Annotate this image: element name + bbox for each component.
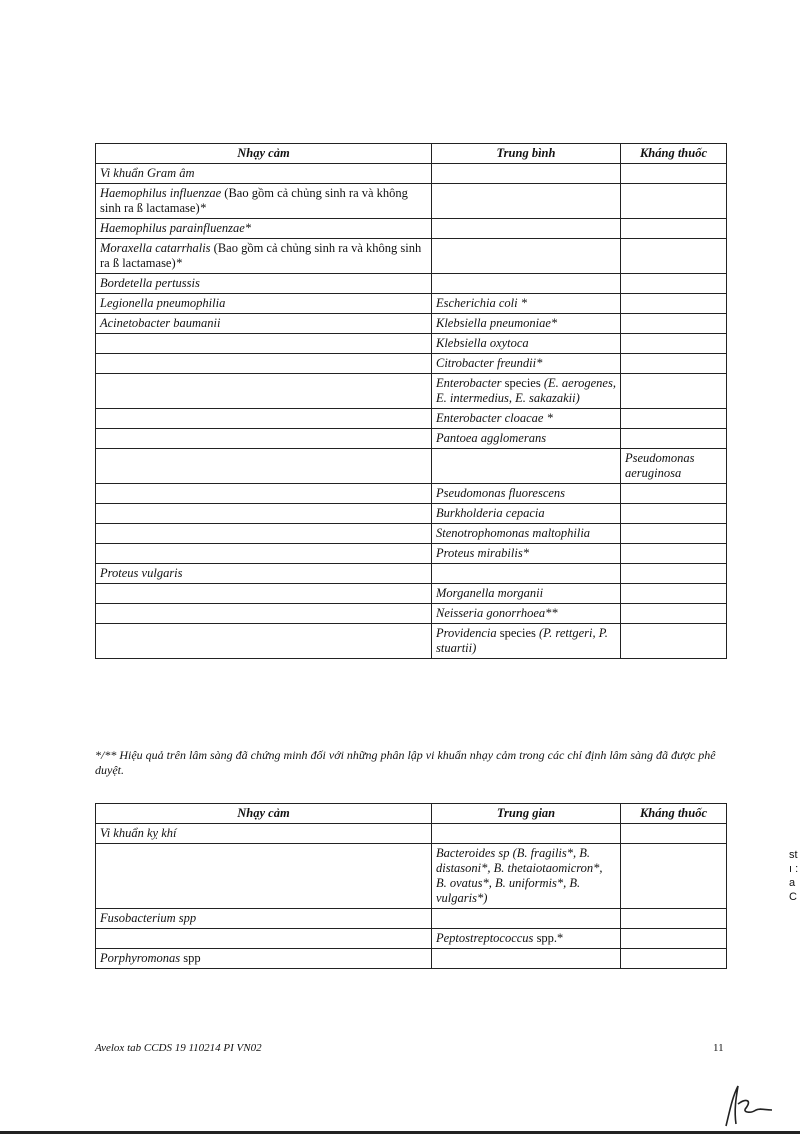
table-cell [621, 184, 727, 219]
organism-text: Escherichia coli * [436, 296, 527, 310]
organism-text: Pantoea agglomerans [436, 431, 547, 445]
table-cell [96, 184, 432, 219]
table-cell [621, 484, 727, 504]
organism-text: Bordetella pertussis [100, 276, 200, 290]
table-cell [621, 409, 727, 429]
table-cell [432, 274, 621, 294]
table-row [96, 274, 727, 294]
organism-text: Peptostreptococcus [436, 931, 534, 945]
header-susceptible: Nhạy cảm [96, 804, 432, 824]
table-cell [96, 909, 432, 929]
susceptibility-table-gram-negative [95, 143, 727, 659]
table-cell [96, 374, 432, 409]
organism-text: * [175, 256, 182, 270]
table-cell [432, 929, 621, 949]
table-row [96, 429, 727, 449]
table-cell [432, 909, 621, 929]
organism-text: Morganella morganii [436, 586, 544, 600]
table-cell [432, 484, 621, 504]
table-cell [432, 949, 621, 969]
table-cell [621, 274, 727, 294]
organism-text: * [199, 201, 206, 215]
table-row [96, 544, 727, 564]
organism-text: spp.* [533, 931, 564, 945]
table-cell [621, 564, 727, 584]
table-cell [621, 504, 727, 524]
table-row [96, 949, 727, 969]
table-cell [432, 334, 621, 354]
section-row [96, 164, 727, 184]
header-susceptible: Nhạy cảm [96, 144, 432, 164]
table-cell [96, 239, 432, 274]
table-cell [96, 544, 432, 564]
table-cell [432, 184, 621, 219]
table-cell [621, 429, 727, 449]
organism-text: Moraxella catarrhalis [100, 241, 211, 255]
organism-text: Fusobacterium spp [100, 911, 197, 925]
table-cell [96, 274, 432, 294]
table-row [96, 504, 727, 524]
table-cell [621, 624, 727, 659]
organism-text: Providencia [436, 626, 497, 640]
margin-fragment: C [789, 891, 797, 903]
table-cell [96, 624, 432, 659]
table-row [96, 374, 727, 409]
table-cell [432, 374, 621, 409]
table-row [96, 584, 727, 604]
organism-text: Enterobacter cloacae * [436, 411, 553, 425]
organism-text: Burkholderia cepacia [436, 506, 545, 520]
table-cell [621, 374, 727, 409]
table-cell [621, 584, 727, 604]
margin-fragment: ı : [789, 863, 799, 875]
table-row [96, 449, 727, 484]
organism-text: Pseudomonas fluorescens [436, 486, 566, 500]
table-cell [432, 314, 621, 334]
organism-text: Neisseria gonorrhoea** [436, 606, 558, 620]
organism-text: Enterobacter [436, 376, 502, 390]
table-cell [621, 949, 727, 969]
table-cell [621, 449, 727, 484]
table-cell [432, 524, 621, 544]
table-cell [621, 294, 727, 314]
table-cell [96, 484, 432, 504]
bottom-border [0, 1131, 800, 1134]
organism-text: (P. rettgeri, P. stuartii) [436, 626, 608, 655]
table-cell [96, 504, 432, 524]
table-cell [621, 164, 727, 184]
table-row [96, 604, 727, 624]
table-row [96, 334, 727, 354]
section-title: Vi khuẩn kỵ khí [96, 824, 432, 844]
header-intermediate: Trung bình [432, 144, 621, 164]
table-cell [96, 314, 432, 334]
organism-text: Citrobacter freundii* [436, 356, 543, 370]
table-cell [96, 929, 432, 949]
susceptibility-table-anaerobes [95, 803, 727, 969]
table-cell [96, 219, 432, 239]
table-cell [96, 604, 432, 624]
table-cell [432, 824, 621, 844]
header-intermediate: Trung gian [432, 804, 621, 824]
table-cell [96, 949, 432, 969]
table-cell [621, 929, 727, 949]
header-row [96, 804, 727, 824]
table-cell [432, 409, 621, 429]
organism-text: Pseudomonas aeruginosa [625, 451, 695, 480]
table-cell [621, 524, 727, 544]
table-cell [621, 844, 727, 909]
table-cell [96, 844, 432, 909]
table-cell [432, 239, 621, 274]
document-reference: Avelox tab CCDS 19 110214 PI VN02 [95, 1042, 262, 1054]
organism-text: species [496, 626, 536, 640]
table-row [96, 909, 727, 929]
table-cell [96, 354, 432, 374]
section-row [96, 824, 727, 844]
organism-text: species [501, 376, 541, 390]
table-row [96, 314, 727, 334]
organism-text: spp [180, 951, 201, 965]
organism-text: Haemophilus parainfluenzae* [100, 221, 252, 235]
margin-fragment: st [789, 849, 798, 861]
table-row [96, 844, 727, 909]
organism-text: Legionella pneumophilia [100, 296, 226, 310]
table-cell [621, 909, 727, 929]
table-row [96, 929, 727, 949]
table-cell [432, 504, 621, 524]
table-row [96, 409, 727, 429]
table-row [96, 564, 727, 584]
table-cell [96, 429, 432, 449]
table-cell [621, 544, 727, 564]
table-cell [432, 354, 621, 374]
table-row [96, 624, 727, 659]
organism-text: (E. aerogenes, E. intermedius, E. sakazakii) [436, 376, 616, 405]
table-cell [621, 824, 727, 844]
table-cell [432, 219, 621, 239]
organism-text: Bacteroides sp (B. fragilis*, B. distasoni*, B. thetaiotaomicron*, B. ovatus*, B. uniformis*, B. vulgaris*) [436, 846, 603, 905]
organism-text: Klebsiella pneumoniae* [436, 316, 558, 330]
signature-mark [716, 1080, 776, 1128]
table-row [96, 184, 727, 219]
table-row [96, 294, 727, 314]
table-cell [432, 164, 621, 184]
table-cell [432, 429, 621, 449]
table-cell [621, 239, 727, 274]
table-cell [432, 624, 621, 659]
table-row [96, 484, 727, 504]
table-cell [432, 844, 621, 909]
table-cell [432, 604, 621, 624]
table-cell [621, 334, 727, 354]
table-cell [432, 544, 621, 564]
table-cell [96, 564, 432, 584]
table-row [96, 354, 727, 374]
table-cell [621, 219, 727, 239]
table-cell [621, 604, 727, 624]
header-resistant: Kháng thuốc [621, 804, 727, 824]
table-cell [432, 449, 621, 484]
section-title: Vi khuẩn Gram âm [96, 164, 432, 184]
organism-text: Acinetobacter baumanii [100, 316, 221, 330]
table-cell [432, 564, 621, 584]
table-cell [96, 334, 432, 354]
organism-text: Proteus vulgaris [100, 566, 183, 580]
table-cell [96, 449, 432, 484]
organism-text: Stenotrophomonas maltophilia [436, 526, 591, 540]
page-number: 11 [713, 1042, 724, 1054]
table-cell [621, 314, 727, 334]
organism-text: (Bao gồm cả chủng sinh ra và không sinh ra ß lactamase) [100, 241, 422, 270]
table-cell [96, 294, 432, 314]
organism-text: Proteus mirabilis* [436, 546, 529, 560]
table-cell [96, 584, 432, 604]
table-row [96, 239, 727, 274]
footnote: */** Hiệu quả trên lâm sàng đã chứng minh đối với những phân lập vi khuẩn nhạy cảm trong các chỉ định lâm sàng đã được phê duyệt. [95, 748, 716, 777]
organism-text: Haemophilus influenzae [100, 186, 222, 200]
table-cell [432, 584, 621, 604]
organism-text: Porphyromonas [100, 951, 181, 965]
cut-off-margin-text [789, 848, 798, 904]
table-cell [621, 354, 727, 374]
header-resistant: Kháng thuốc [621, 144, 727, 164]
margin-fragment: a [789, 877, 796, 889]
table-cell [96, 409, 432, 429]
table-cell [96, 524, 432, 544]
header-row [96, 144, 727, 164]
table-cell [432, 294, 621, 314]
table-row [96, 524, 727, 544]
organism-text: (Bao gồm cả chủng sinh ra và không sinh ra ß lactamase) [100, 186, 408, 215]
table-row [96, 219, 727, 239]
organism-text: Klebsiella oxytoca [436, 336, 529, 350]
